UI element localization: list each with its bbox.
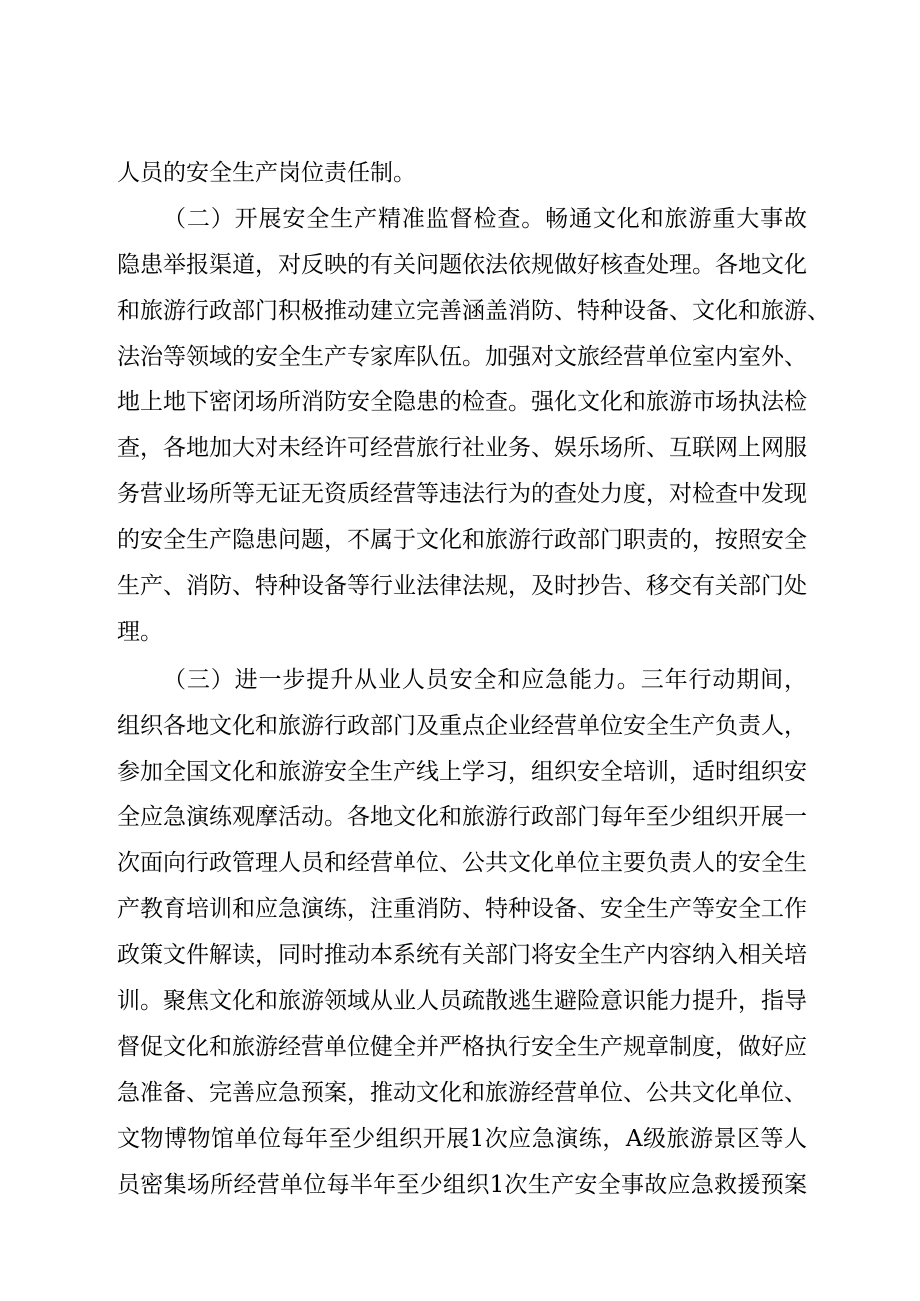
text-line: 参加全国文化和旅游安全生产线上学习，组织安全培训，适时组织安 [117, 758, 807, 785]
text-line: 次面向行政管理人员和经营单位、公共文化单位主要负责人的安全生 [117, 850, 807, 877]
text-line: 务营业场所等无证无资质经营等违法行为的查处力度，对检查中发现 [117, 481, 807, 508]
paragraph-3 [117, 658, 807, 1209]
text-line: 法治等领域的安全生产专家库队伍。加强对文旅经营单位室内室外、 [117, 343, 807, 370]
text-line: 全应急演练观摩活动。各地文化和旅游行政部门每年至少组织开展一 [117, 804, 807, 831]
text-line: 隐患举报渠道，对反映的有关问题依法依规做好核查处理。各地文化 [117, 251, 807, 278]
text-line: 文物博物馆单位每年至少组织开展1次应急演练，A级旅游景区等人 [117, 1125, 807, 1152]
text-line: 人员的安全生产岗位责任制。 [117, 160, 416, 186]
document-page [117, 151, 830, 1208]
text-line: 和旅游行政部门积极推动建立完善涵盖消防、特种设备、文化和旅游、 [117, 297, 830, 324]
text-line: 督促文化和旅游经营单位健全并严格执行安全生产规章制度，做好应 [117, 1033, 807, 1060]
text-line: 生产、消防、特种设备等行业法律法规，及时抄告、移交有关部门处 [117, 573, 807, 600]
paragraph-1 [117, 151, 807, 197]
text-line: 政策文件解读，同时推动本系统有关部门将安全生产内容纳入相关培 [117, 942, 807, 969]
text-line: 的安全生产隐患问题，不属于文化和旅游行政部门职责的，按照安全 [117, 527, 807, 554]
text-line: 急准备、完善应急预案，推动文化和旅游经营单位、公共文化单位、 [117, 1079, 807, 1106]
paragraph-2 [117, 197, 830, 656]
text-line: 地上地下密闭场所消防安全隐患的检查。强化文化和旅游市场执法检 [117, 389, 807, 416]
text-line: 查，各地加大对未经许可经营旅行社业务、娱乐场所、互联网上网服 [117, 435, 807, 462]
text-line: 组织各地文化和旅游行政部门及重点企业经营单位安全生产负责人， [117, 712, 807, 739]
text-line: 员密集场所经营单位每半年至少组织1次生产安全事故应急救援预案 [117, 1171, 807, 1198]
text-line: （三）进一步提升从业人员安全和应急能力。三年行动期间， [163, 666, 807, 693]
text-line: 理。 [117, 618, 163, 645]
text-line: 产教育培训和应急演练，注重消防、特种设备、安全生产等安全工作 [117, 896, 807, 923]
text-line: 训。聚焦文化和旅游领域从业人员疏散逃生避险意识能力提升，指导 [117, 988, 807, 1015]
text-line: （二）开展安全生产精准监督检查。畅通文化和旅游重大事故 [163, 205, 807, 232]
